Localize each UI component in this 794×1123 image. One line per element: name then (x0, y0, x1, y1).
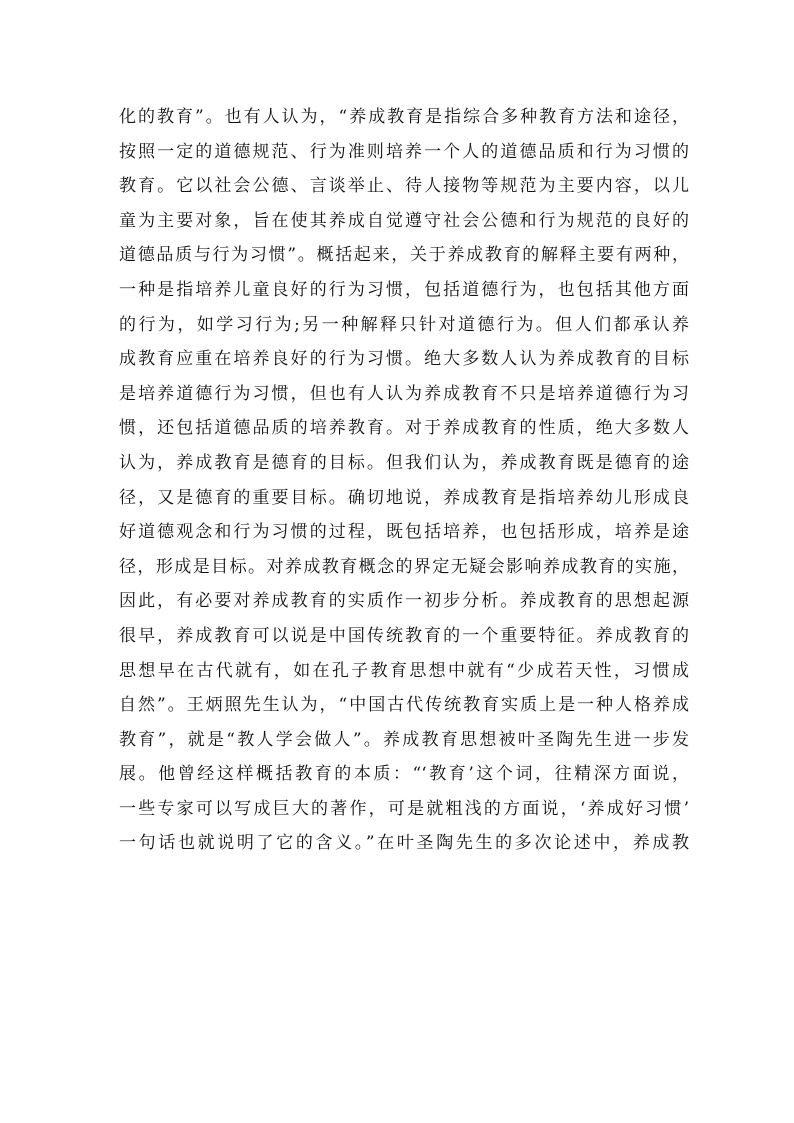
text-line: 思想早在古代就有，如在孔子教育思想中就有“少成若天性，习惯成 (119, 660, 689, 681)
text-line: 自然”。王炳照先生认为，“中国古代传统教育实质上是一种人格养成 (119, 695, 689, 716)
text-line: 按照一定的道德规范、行为准则培养一个人的道德品质和行为习惯的 (119, 141, 689, 162)
text-line: 径，又是德育的重要目标。确切地说，养成教育是指培养幼儿形成良 (119, 487, 689, 508)
text-line: 一句话也就说明了它的含义。”在叶圣陶先生的多次论述中，养成教 (119, 833, 689, 854)
text-line: 惯，还包括道德品质的培养教育。对于养成教育的性质，绝大多数人 (119, 418, 689, 439)
text-line: 的行为，如学习行为;另一种解释只针对道德行为。但人们都承认养 (119, 314, 689, 335)
text-line: 成教育应重在培养良好的行为习惯。绝大多数人认为养成教育的目标 (119, 349, 689, 370)
text-line: 教育。它以社会公德、言谈举止、待人接物等规范为主要内容，以儿 (119, 176, 689, 197)
text-line: 很早，养成教育可以说是中国传统教育的一个重要特征。养成教育的 (119, 625, 689, 646)
text-line: 教育”，就是“教人学会做人”。养成教育思想被叶圣陶先生进一步发 (119, 729, 689, 750)
text-line: 因此，有必要对养成教育的实质作一初步分析。养成教育的思想起源 (119, 591, 689, 612)
text-line: 道德品质与行为习惯”。概括起来，关于养成教育的解释主要有两种， (119, 245, 689, 266)
text-line: 是培养道德行为习惯，但也有人认为养成教育不只是培养道德行为习 (119, 383, 689, 404)
text-line: 径，形成是目标。对养成教育概念的界定无疑会影响养成教育的实施， (119, 556, 689, 577)
text-line: 化的教育”。也有人认为，“养成教育是指综合多种教育方法和途径， (119, 107, 689, 127)
text-line: 一种是指培养儿童良好的行为习惯，包括道德行为，也包括其他方面 (119, 279, 689, 300)
text-line: 认为，养成教育是德育的目标。但我们认为，养成教育既是德育的途 (119, 452, 689, 473)
text-line: 一些专家可以写成巨大的著作，可是就粗浅的方面说，‘养成好习惯’ (119, 798, 689, 819)
text-line: 童为主要对象，旨在使其养成自觉遵守社会公德和行为规范的良好的 (119, 210, 689, 231)
body-paragraph (119, 100, 689, 861)
text-line: 好道德观念和行为习惯的过程，既包括培养，也包括形成，培养是途 (119, 522, 689, 543)
text-line: 展。他曾经这样概括教育的本质：“‘教育’这个词，往精深方面说， (119, 764, 689, 785)
